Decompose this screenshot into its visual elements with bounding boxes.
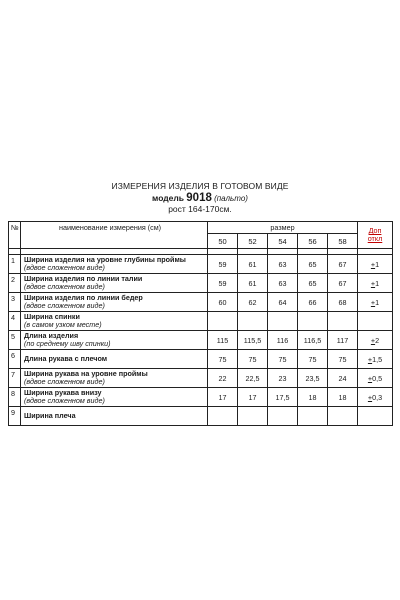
tolerance-value: 1: [375, 278, 380, 288]
measurement-name: Ширина изделия на уровне глубины проймы: [24, 255, 186, 264]
tolerance-value: 1,5: [372, 354, 383, 364]
size-value: 18: [298, 388, 328, 407]
size-value: 64: [268, 293, 298, 312]
tolerance-cell: [358, 407, 393, 426]
col-tolerance-header: [358, 222, 393, 249]
size-header: 52: [238, 234, 268, 249]
size-value: 75: [268, 350, 298, 369]
size-value: [328, 407, 358, 426]
size-value: [328, 312, 358, 331]
size-header: 56: [298, 234, 328, 249]
size-value: [298, 407, 328, 426]
size-value: 75: [298, 350, 328, 369]
size-value: 23: [268, 369, 298, 388]
measurement-name-cell: [21, 312, 208, 331]
measurement-note: (вдвое сложенном виде): [24, 377, 105, 386]
tolerance-sign: +: [367, 373, 373, 383]
tolerance-cell: [358, 350, 393, 369]
table-row: [9, 407, 393, 426]
size-value: 23,5: [298, 369, 328, 388]
model-type: (пальто): [214, 193, 248, 203]
measurement-note: (вдвое сложенном виде): [24, 263, 105, 272]
table-row: [9, 331, 393, 350]
tolerance-cell: [358, 274, 393, 293]
size-value: 59: [208, 274, 238, 293]
col-name-header: наименование измерения (см): [21, 222, 208, 249]
size-value: 63: [268, 255, 298, 274]
table-header-row: [9, 222, 393, 234]
measurement-name: Ширина рукава внизу: [24, 388, 102, 397]
row-number: 2: [9, 274, 21, 293]
tolerance-line2: откл: [367, 234, 383, 243]
tolerance-value: 1: [375, 297, 380, 307]
tolerance-cell: [358, 312, 393, 331]
size-value: 22,5: [238, 369, 268, 388]
size-value: 75: [328, 350, 358, 369]
size-value: [208, 407, 238, 426]
size-value: 117: [328, 331, 358, 350]
row-number: 8: [9, 388, 21, 407]
size-value: 24: [328, 369, 358, 388]
size-value: 115,5: [238, 331, 268, 350]
table-row: [9, 293, 393, 312]
measurement-name: Ширина рукава на уровне проймы: [24, 369, 148, 378]
size-value: 75: [208, 350, 238, 369]
measurement-name-cell: [21, 388, 208, 407]
size-value: 65: [298, 255, 328, 274]
size-value: 61: [238, 274, 268, 293]
measurement-name-cell: [21, 274, 208, 293]
size-value: 18: [328, 388, 358, 407]
tolerance-cell: [358, 369, 393, 388]
tolerance-sign: +: [370, 335, 376, 345]
size-value: 66: [298, 293, 328, 312]
model-label: модель: [152, 192, 185, 203]
size-value: [268, 312, 298, 331]
measurements-table: [8, 221, 393, 426]
size-value: [298, 312, 328, 331]
tolerance-sign: +: [370, 259, 376, 269]
size-header: 58: [328, 234, 358, 249]
size-value: [238, 312, 268, 331]
tolerance-cell: [358, 255, 393, 274]
size-value: [268, 407, 298, 426]
measurement-note: (вдвое сложенном виде): [24, 282, 105, 291]
tolerance-cell: [358, 388, 393, 407]
size-value: 63: [268, 274, 298, 293]
model-line: [0, 193, 400, 205]
size-value: 67: [328, 255, 358, 274]
tolerance-sign: +: [370, 278, 376, 288]
row-number: 5: [9, 331, 21, 350]
measurement-note: (в самом узком месте): [24, 320, 102, 329]
col-size-header: размер: [208, 222, 358, 234]
size-header: 50: [208, 234, 238, 249]
size-value: 115: [208, 331, 238, 350]
measurement-note: (вдвое сложенном виде): [24, 396, 105, 405]
size-value: [238, 407, 268, 426]
tolerance-sign: +: [367, 392, 373, 402]
measurement-note: (по среднему шву спинки): [24, 339, 111, 348]
size-value: 60: [208, 293, 238, 312]
table-row: [9, 312, 393, 331]
measurement-name: Ширина плеча: [24, 411, 76, 420]
measurement-name-cell: [21, 331, 208, 350]
measurement-name-cell: [21, 293, 208, 312]
size-value: 67: [328, 274, 358, 293]
measurement-name: Ширина спинки: [24, 312, 80, 321]
measurement-name-cell: [21, 350, 208, 369]
tolerance-sign: +: [370, 297, 376, 307]
table-row: [9, 274, 393, 293]
row-number: 6: [9, 350, 21, 369]
size-value: 17: [238, 388, 268, 407]
size-value: 116,5: [298, 331, 328, 350]
size-value: 65: [298, 274, 328, 293]
size-value: 17: [208, 388, 238, 407]
size-value: 75: [238, 350, 268, 369]
table-row: [9, 369, 393, 388]
tolerance-cell: [358, 331, 393, 350]
row-number: 3: [9, 293, 21, 312]
table-row: [9, 350, 393, 369]
size-value: 59: [208, 255, 238, 274]
measurement-name: Ширина изделия по линии талии: [24, 274, 143, 283]
tolerance-value: 2: [375, 335, 380, 345]
measurement-name: Ширина изделия по линии бедер: [24, 293, 143, 302]
tolerance-sign: +: [367, 354, 373, 364]
tolerance-value: 0,5: [372, 373, 383, 383]
table-row: [9, 388, 393, 407]
tolerance-cell: [358, 293, 393, 312]
model-number: 9018: [186, 191, 212, 204]
height-range: рост 164-170см.: [168, 204, 232, 214]
document-header: [0, 181, 400, 216]
row-number: 4: [9, 312, 21, 331]
size-value: 61: [238, 255, 268, 274]
col-no-header: №: [9, 222, 21, 249]
row-number: 9: [9, 407, 21, 426]
size-value: 68: [328, 293, 358, 312]
measurement-name-cell: [21, 369, 208, 388]
measurement-note: (вдвое сложенном виде): [24, 301, 105, 310]
document-title: ИЗМЕРЕНИЯ ИЗДЕЛИЯ В ГОТОВОМ ВИДЕ: [111, 181, 289, 191]
tolerance-line1: Доп: [368, 226, 382, 235]
size-value: 116: [268, 331, 298, 350]
measurement-name: Длина изделия: [24, 331, 79, 340]
measurement-name-cell: [21, 255, 208, 274]
table-row: [9, 255, 393, 274]
size-value: 62: [238, 293, 268, 312]
size-value: 22: [208, 369, 238, 388]
size-value: 17,5: [268, 388, 298, 407]
row-number: 1: [9, 255, 21, 274]
tolerance-value: 1: [375, 259, 380, 269]
tolerance-value: 0,3: [372, 392, 383, 402]
size-value: [208, 312, 238, 331]
measurement-name: Длина рукава с плечом: [24, 354, 108, 363]
size-header: 54: [268, 234, 298, 249]
row-number: 7: [9, 369, 21, 388]
measurement-name-cell: [21, 407, 208, 426]
